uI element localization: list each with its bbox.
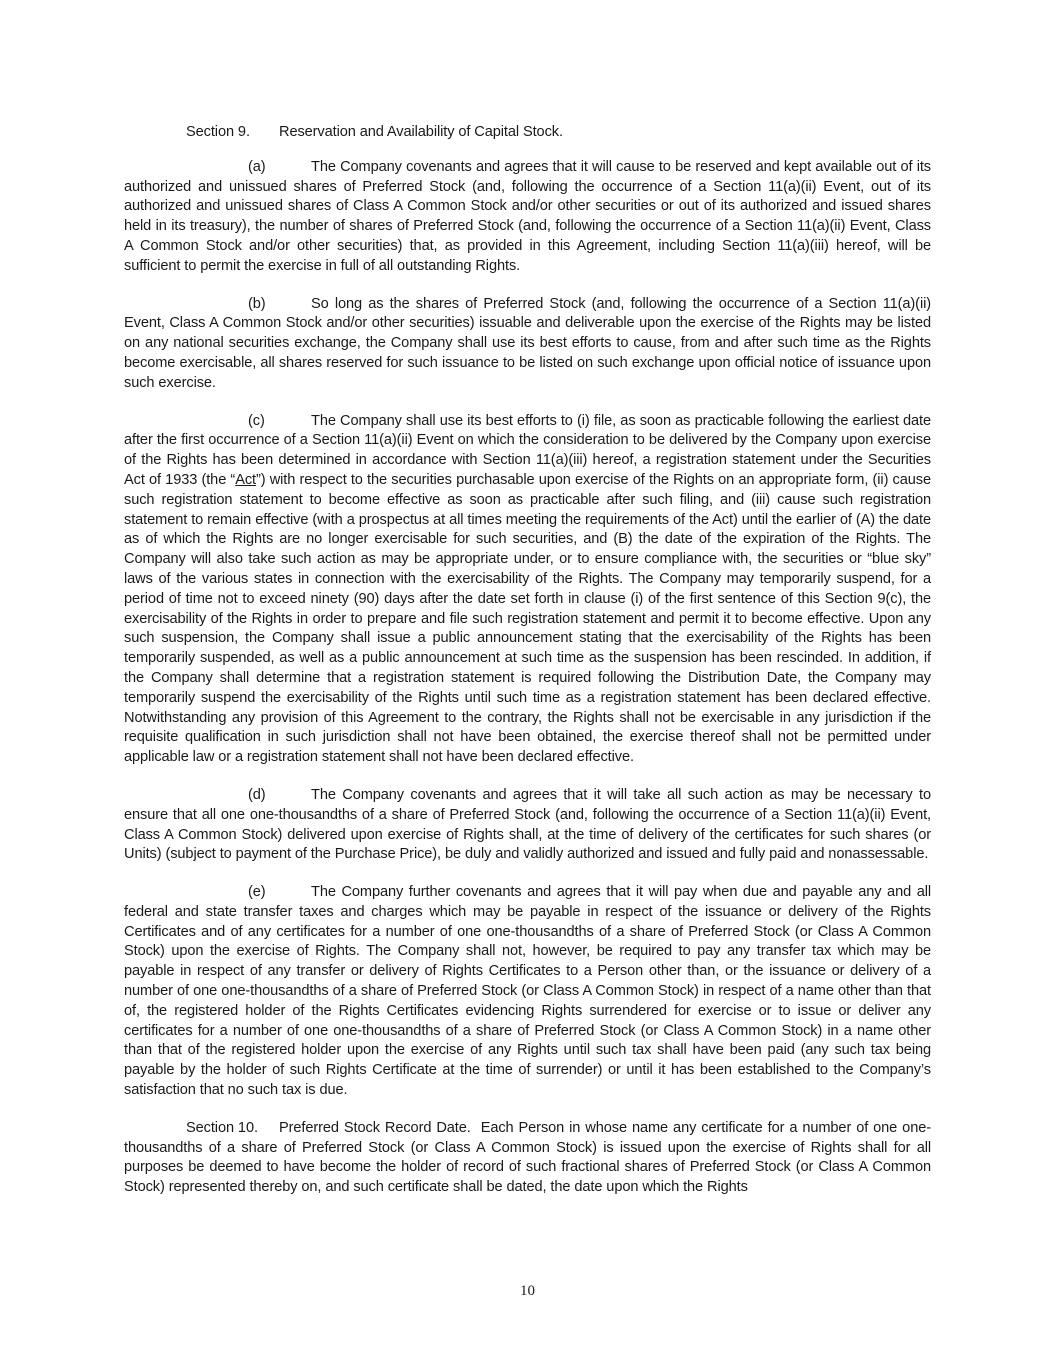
defined-term-act: Act (235, 471, 256, 488)
paragraph-d-text: The Company covenants and agrees that it will take all such action as may be necessary to ensure that all one one-thousandths of a share of Preferred Stock (and, following the occurrence of a Section 11(a)(ii) Event, Class A Common Stock) delivered upon exercise of Rights shall, at the time of delivery of the certificates for such shares (or Units) (subject to payment of the Purchase Price), be duly and validly authorized and issued and fully paid and nonassessable. (124, 786, 931, 863)
page-number: 10 (520, 1283, 535, 1299)
section-10-number: Section 10. (186, 1119, 258, 1136)
paragraph-b (124, 295, 931, 394)
section-10-paragraph (124, 1119, 931, 1198)
paragraph-d-label: (d) (248, 786, 266, 803)
paragraph-e (124, 883, 931, 1101)
paragraph-d (124, 786, 931, 865)
section-9-title: Reservation and Availability of Capital Stock. (279, 124, 563, 140)
section-10-title: Preferred Stock Record Date. (279, 1119, 471, 1136)
paragraph-c-text-after: ”) with respect to the securities purchasable upon exercise of the Rights on an appropriate form, (ii) cause such registration statement to become effective as soon as practicable after such filing, and (iii) cause such registration statement to remain effective (with a prospectus at all times meeting the requirements of the Act) until the earlier of (A) the date as of which the Rights are no longer exercisable for such securities, and (B) the date of the expiration of the Rights. The Company will also take such action as may be appropriate under, or to ensure compliance with, the securities or “blue sky” laws of the various states in connection with the exercisability of the Rights. The Company may temporarily suspend, for a period of time not to exceed ninety (90) days after the date set forth in clause (i) of the first sentence of this Section 9(c), the exercisability of the Rights in order to prepare and file such registration statement and permit it to become effective. Upon any such suspension, the Company shall issue a public announcement stating that the exercisability of the Rights has been temporarily suspended, as well as a public announcement at such time as the suspension has been rescinded. In addition, if the Company shall determine that a registration statement is required following the Distribution Date, the Company may temporarily suspend the exercisability of the Rights until such time as a registration statement has been declared effective. Notwithstanding any provision of this Agreement to the contrary, the Rights shall not be exercisable in any jurisdiction if the requisite qualification in such jurisdiction shall not have been obtained, the exercise thereof shall not be permitted under applicable law or a registration statement shall not have been declared effective. (124, 471, 931, 766)
paragraph-b-text: So long as the shares of Preferred Stock (and, following the occurrence of a Section 11(a)(ii) Event, Class A Common Stock and/or other securities) issuable and deliverable upon the exercise of the Rights may be listed on any national securities exchange, the Company shall use its best efforts to cause, from and after such time as the Rights become exercisable, all shares reserved for such issuance to be listed on such exchange upon official notice of issuance upon such exercise. (124, 295, 931, 391)
paragraph-e-label: (e) (248, 884, 266, 901)
paragraph-a (124, 158, 931, 277)
paragraph-c-label: (c) (248, 412, 265, 429)
section-9-number: Section 9. (186, 124, 250, 140)
paragraph-a-label: (a) (248, 158, 266, 175)
section-10-text: Each Person in whose name any certificate for a number of one one-thousandths of a share of Preferred Stock (or Class A Common Stock) is issued upon the exercise of Rights shall for all purposes be deemed to have become the holder of record of such fractional shares of Preferred Stock (or Class A Common Stock) represented thereby on, and such certificate shall be dated, the date upon which the Rights (124, 1119, 931, 1196)
section-9-heading (124, 123, 931, 143)
paragraph-c (124, 412, 931, 768)
paragraph-b-label: (b) (248, 295, 266, 312)
paragraph-c-text-before: The Company shall use its best efforts to (i) file, as soon as practicable following the earliest date after the first occurrence of a Section 11(a)(ii) Event on which the consideration to be delivered by the Company upon exercise of the Rights has been determined in accordance with Section 11(a)(iii) hereof, a registration statement under the Securities Act of 1933 (the “ (124, 412, 931, 488)
paragraph-e-text: The Company further covenants and agrees that it will pay when due and payable any and all federal and state transfer taxes and charges which may be payable in respect of the issuance or delivery of the Rights Certificates and of any certificates for a number of one one-thousandths of a share of Preferred Stock (or Class A Common Stock) upon the exercise of Rights. The Company shall not, however, be required to pay any transfer tax which may be payable in respect of any transfer or delivery of Rights Certificates to a Person other than, or the issuance or delivery of a number of one one-thousandths of a share of Preferred Stock (or Class A Common Stock) in respect of a name other than that of, the registered holder of the Rights Certificates evidencing Rights surrendered for exercise or to issue or deliver any certificates for a number of one one-thousandths of a share of Preferred Stock (or Class A Common Stock) in a name other than that of the registered holder upon the exercise of any Rights until such tax shall have been paid (any such tax being payable by the holder of such Rights Certificate at the time of surrender) or until it has been established to the Company’s satisfaction that no such tax is due. (124, 884, 931, 1099)
paragraph-a-text: The Company covenants and agrees that it will cause to be reserved and kept available out of its authorized and unissued shares of Preferred Stock (and, following the occurrence of a Section 11(a)(ii) Event, out of its authorized and unissued shares of Class A Common Stock and/or other securities or out of its authorized and issued shares held in its treasury), the number of shares of Preferred Stock (and, following the occurrence of a Section 11(a)(ii) Event, Class A Common Stock and/or other securities) that, as provided in this Agreement, including Section 11(a)(iii) hereof, will be sufficient to permit the exercise in full of all outstanding Rights. (124, 158, 931, 274)
document-page (124, 123, 931, 1216)
